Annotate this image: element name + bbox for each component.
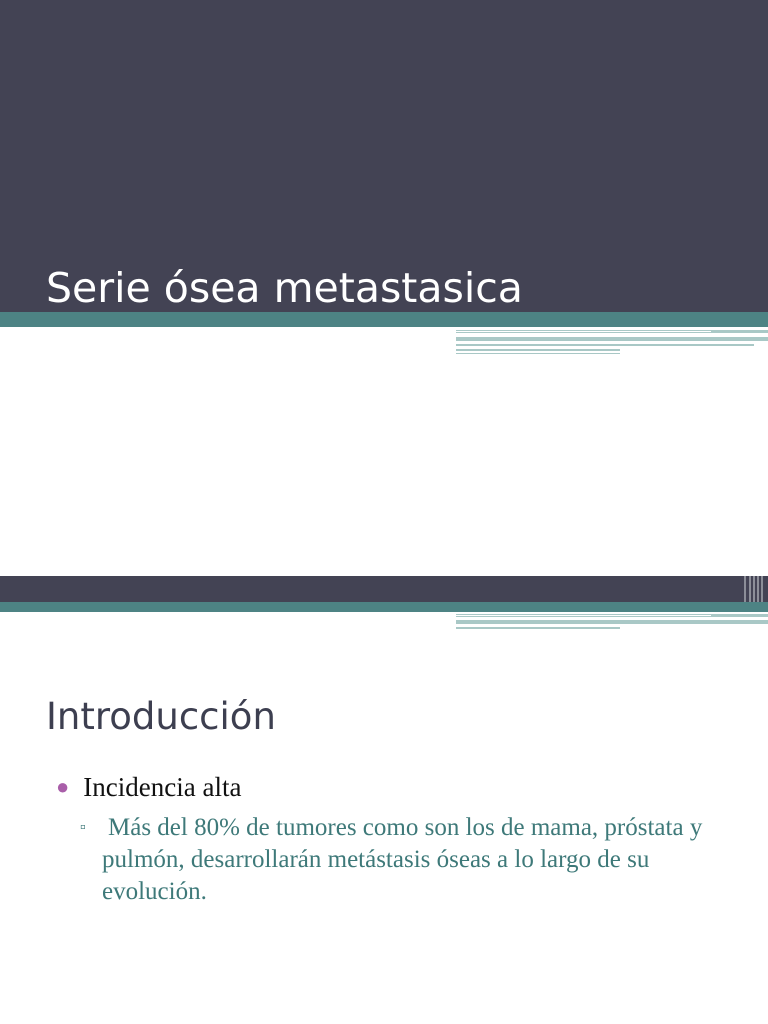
slide-2-title: Introducción [46,695,276,738]
sub-bullet-text: Más del 80% de tumores como son los de mama, próstata y pulmón, desarrollarán metástasis óseas a lo largo de su evolución. [102,814,703,905]
slide-1-title: Serie ósea metastasica [46,264,523,312]
sub-bullet-item [80,812,730,908]
title-teal-band [0,312,768,327]
header-teal-band [0,602,768,612]
hollow-square-icon: ▫ [80,819,86,836]
bullet-item [56,772,241,803]
bullet-text: Incidencia alta [83,772,242,802]
purple-dot-icon: ● [56,774,70,799]
header-dark-band [0,576,768,602]
header-vertical-lines [742,576,768,602]
